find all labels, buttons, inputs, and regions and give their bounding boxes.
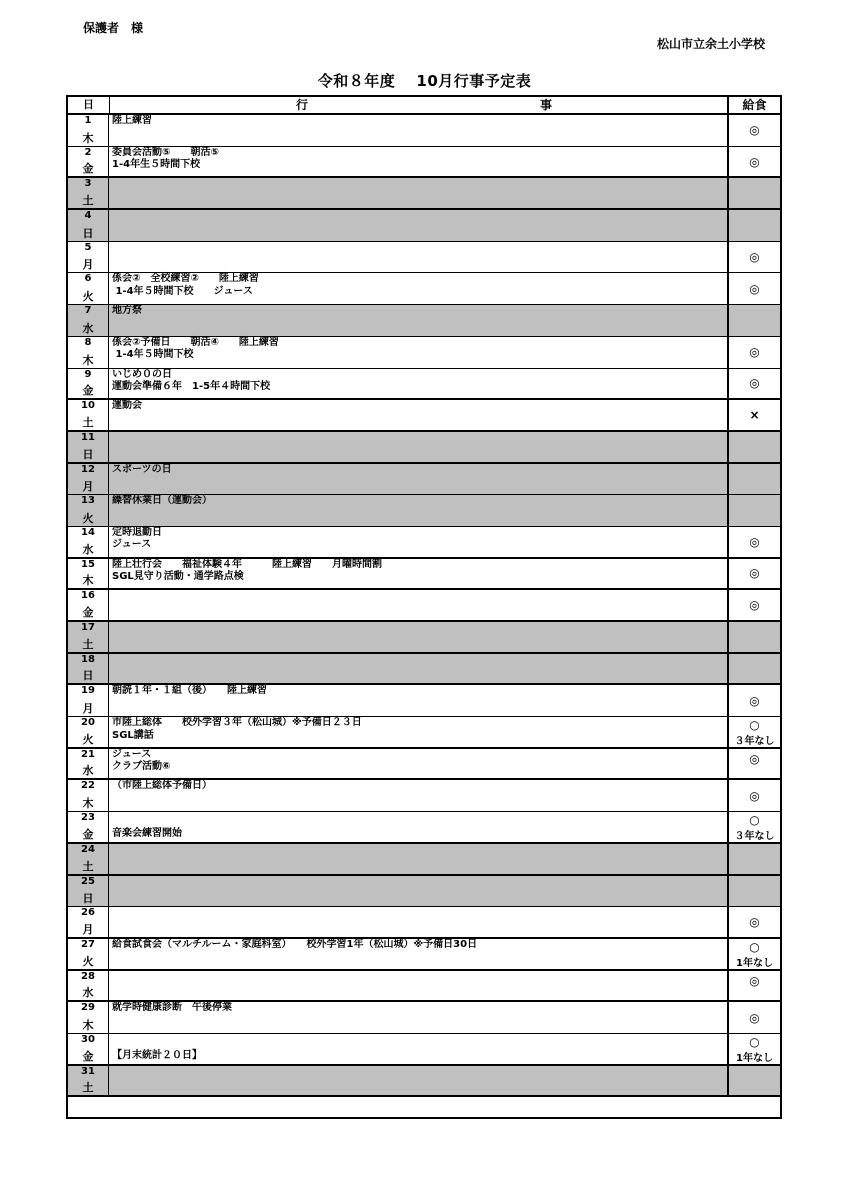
weekday: 月 (82, 480, 94, 494)
events-cell (109, 178, 729, 208)
day-number: 20 (81, 717, 95, 729)
events-cell (109, 115, 729, 146)
day-number: 12 (81, 463, 95, 475)
table-row (68, 685, 780, 717)
day-cell (68, 242, 109, 273)
lunch-cell (729, 495, 780, 526)
table-row (68, 559, 780, 591)
events-cell (109, 242, 729, 273)
lunch-mark: ○ (749, 939, 760, 954)
lunch-mark: ◎ (749, 598, 760, 613)
day-cell (68, 495, 109, 526)
header-events (110, 97, 729, 113)
event-line: （市陸上総体予備日） (112, 780, 212, 792)
table-row (68, 1034, 780, 1066)
events-cell (109, 844, 729, 874)
lunch-cell (729, 685, 780, 716)
table-row (68, 147, 780, 179)
table-row (68, 337, 780, 369)
event-line: SGL見守り活動・通学路点検 (112, 571, 244, 583)
event-line: スポーツの日 (112, 463, 172, 475)
event-line: 給食試食会（マルチルーム・家庭科室） 校外学習1年（松山城）※予備日30日 (112, 938, 478, 950)
day-number: 6 (84, 273, 92, 285)
school-name: 松山市立余土小学校 (656, 37, 765, 51)
weekday: 木 (82, 797, 94, 811)
event-line: 1-4年５時間下校 ジュース (112, 285, 253, 297)
weekday: 土 (82, 637, 94, 651)
day-number: 23 (81, 812, 95, 824)
day-number: 29 (81, 1002, 95, 1014)
day-number: 9 (84, 368, 92, 380)
lunch-cell (729, 717, 780, 747)
day-number: 22 (81, 780, 95, 792)
table-footer-row (68, 1097, 780, 1117)
weekday: 金 (82, 1049, 94, 1063)
lunch-cell (729, 622, 780, 652)
lunch-mark: × (749, 408, 760, 423)
schedule-table (66, 95, 782, 1119)
event-line: 係会②予備日 朝活④ 陸上練習 (112, 336, 279, 348)
table-row (68, 273, 780, 305)
lunch-mark: ◎ (749, 915, 760, 930)
weekday: 土 (82, 1081, 94, 1095)
day-cell (68, 971, 109, 1001)
lunch-cell (729, 780, 780, 811)
event-line: 地方祭 (112, 305, 142, 317)
lunch-cell (729, 559, 780, 589)
events-cell (109, 305, 729, 336)
events-cell (109, 559, 729, 589)
weekday: 火 (82, 290, 94, 304)
day-cell (68, 812, 109, 842)
header-lunch: 給食 (742, 98, 767, 112)
weekday: 日 (82, 447, 94, 461)
addressee: 保護者 様 (83, 21, 144, 35)
event-line: 係会② 全校練習② 陸上練習 (112, 273, 259, 285)
lunch-note: ３年なし (734, 736, 775, 748)
event-line: 1-4年生５時間下校 (112, 159, 201, 171)
weekday: 火 (82, 732, 94, 746)
day-number: 7 (84, 305, 92, 317)
lunch-mark: ○ (749, 718, 760, 733)
weekday: 木 (82, 1018, 94, 1032)
day-cell (68, 273, 109, 304)
weekday: 水 (82, 764, 94, 778)
lunch-mark: ◎ (749, 250, 760, 265)
events-cell (109, 210, 729, 241)
table-row (68, 717, 780, 749)
lunch-cell (729, 939, 780, 969)
table-row (68, 812, 780, 844)
events-cell (109, 685, 729, 716)
table-row (68, 622, 780, 654)
weekday: 日 (82, 892, 94, 906)
lunch-mark: ○ (749, 813, 760, 828)
day-cell (68, 305, 109, 336)
weekday: 金 (82, 606, 94, 619)
lunch-cell (729, 115, 780, 146)
day-number: 14 (81, 526, 95, 538)
event-line: 音楽会練習開始 (112, 828, 182, 840)
lunch-cell (729, 971, 780, 1001)
lunch-cell (729, 844, 780, 874)
events-cell (109, 337, 729, 368)
lunch-cell (729, 527, 780, 557)
events-cell (109, 1034, 729, 1064)
weekday: 日 (82, 226, 94, 240)
day-number: 8 (84, 336, 92, 348)
weekday: 木 (82, 353, 94, 367)
day-cell (68, 464, 109, 495)
event-line: 1-4年５時間下校 (112, 349, 194, 361)
day-number: 1 (84, 115, 92, 126)
event-line: いじめ０の日 (112, 368, 172, 380)
weekday: 火 (82, 511, 94, 525)
table-row (68, 971, 780, 1003)
day-cell (68, 622, 109, 652)
event-line: 陸上壮行会 福祉体験４年 陸上練習 月曜時間割 (112, 558, 382, 570)
table-row (68, 242, 780, 274)
day-number: 2 (84, 146, 92, 158)
event-line: 就学時健康診断 午後停業 (112, 1002, 232, 1014)
lunch-cell (729, 147, 780, 177)
day-cell (68, 1066, 109, 1096)
lunch-cell (729, 464, 780, 495)
day-cell (68, 178, 109, 208)
lunch-cell (729, 812, 780, 842)
day-number: 11 (81, 431, 95, 443)
day-number: 4 (84, 210, 92, 222)
day-cell (68, 844, 109, 874)
day-cell (68, 654, 109, 684)
lunch-mark: ◎ (749, 123, 760, 138)
weekday: 水 (82, 321, 94, 335)
day-cell (68, 559, 109, 589)
weekday: 土 (82, 415, 94, 429)
day-cell (68, 210, 109, 241)
day-number: 27 (81, 938, 95, 950)
weekday: 水 (82, 986, 94, 1000)
lunch-cell (729, 654, 780, 684)
lunch-cell (729, 1066, 780, 1096)
lunch-cell (729, 907, 780, 937)
lunch-cell (729, 749, 780, 779)
header-events-right: 事 (540, 98, 553, 112)
lunch-cell (729, 369, 780, 399)
table-row (68, 590, 780, 622)
table-body (68, 115, 780, 1097)
day-cell (68, 939, 109, 969)
events-cell (109, 495, 729, 526)
table-row (68, 1002, 780, 1034)
lunch-cell (729, 210, 780, 241)
table-row (68, 210, 780, 242)
event-line: 運動会 (112, 400, 142, 412)
lunch-mark: ◎ (749, 281, 760, 296)
day-cell (68, 115, 109, 146)
day-cell (68, 780, 109, 811)
lunch-cell (729, 400, 780, 430)
lunch-note: 1年なし (736, 957, 773, 969)
day-number: 17 (81, 622, 95, 633)
event-line: 繰替休業日（運動会） (112, 495, 212, 507)
day-cell (68, 369, 109, 399)
page-title: 令和８年度 10月行事予定表 (317, 72, 532, 90)
day-number: 26 (81, 907, 95, 919)
event-line: クラブ活動⑥ (112, 761, 171, 773)
events-cell (109, 400, 729, 430)
day-cell (68, 527, 109, 557)
events-cell (109, 717, 729, 747)
weekday: 木 (82, 574, 94, 588)
events-cell (109, 939, 729, 969)
lunch-mark: ◎ (749, 376, 760, 391)
lunch-cell (729, 178, 780, 208)
day-number: 19 (81, 685, 95, 697)
table-row (68, 305, 780, 337)
table-row (68, 495, 780, 527)
header-day: 日 (68, 97, 110, 113)
table-row (68, 876, 780, 908)
event-line: 定時退勤日 (112, 526, 162, 538)
day-cell (68, 432, 109, 462)
lunch-mark: ◎ (749, 566, 760, 581)
lunch-mark: ◎ (749, 154, 760, 169)
table-row (68, 115, 780, 147)
weekday: 金 (82, 384, 94, 398)
event-line: 【月末統計２０日】 (112, 1050, 202, 1062)
day-number: 25 (81, 875, 95, 887)
weekday: 火 (82, 954, 94, 968)
table-row (68, 939, 780, 971)
lunch-mark: ◎ (749, 345, 760, 360)
lunch-mark: ◎ (749, 973, 760, 988)
day-number: 18 (81, 653, 95, 665)
events-cell (109, 876, 729, 907)
table-row (68, 400, 780, 432)
event-line: 委員会活動⑤ 朝活⑤ (112, 146, 219, 158)
day-number: 3 (84, 178, 92, 190)
lunch-cell (729, 242, 780, 273)
header-events-left: 行 (296, 98, 309, 112)
table-row (68, 432, 780, 464)
lunch-cell (729, 305, 780, 336)
day-number: 13 (81, 495, 95, 507)
lunch-cell (729, 1034, 780, 1064)
table-row (68, 527, 780, 559)
lunch-cell (729, 1002, 780, 1033)
weekday: 金 (82, 162, 94, 176)
weekday: 木 (82, 131, 94, 145)
events-cell (109, 527, 729, 557)
weekday: 日 (82, 669, 94, 683)
events-cell (109, 971, 729, 1001)
day-cell (68, 147, 109, 177)
table-row (68, 464, 780, 496)
events-cell (109, 432, 729, 462)
day-cell (68, 337, 109, 368)
weekday: 土 (82, 859, 94, 873)
day-number: 24 (81, 843, 95, 855)
events-cell (109, 1002, 729, 1033)
weekday: 月 (82, 922, 94, 936)
lunch-cell (729, 432, 780, 462)
event-line: 陸上練習 (112, 115, 152, 126)
events-cell (109, 907, 729, 937)
table-header (68, 97, 780, 115)
day-number: 16 (81, 590, 95, 602)
day-cell (68, 749, 109, 779)
events-cell (109, 622, 729, 652)
day-number: 30 (81, 1033, 95, 1045)
lunch-mark: ◎ (749, 751, 760, 766)
day-cell (68, 907, 109, 937)
lunch-cell (729, 590, 780, 620)
day-number: 10 (81, 400, 95, 412)
day-number: 28 (81, 970, 95, 982)
table-row (68, 844, 780, 876)
events-cell (109, 147, 729, 177)
events-cell (109, 464, 729, 495)
day-cell (68, 1034, 109, 1064)
day-cell (68, 717, 109, 747)
table-row (68, 178, 780, 210)
event-line: ジュース (112, 748, 152, 760)
lunch-cell (729, 337, 780, 368)
events-cell (109, 654, 729, 684)
events-cell (109, 749, 729, 779)
day-number: 31 (81, 1065, 95, 1077)
table-row (68, 907, 780, 939)
event-line: 市陸上総体 校外学習３年（松山城）※予備日２３日 (112, 717, 362, 729)
event-line: ジュース (112, 539, 152, 551)
lunch-note: 1年なし (736, 1052, 773, 1064)
day-number: 5 (84, 241, 92, 253)
lunch-mark: ○ (749, 1034, 760, 1049)
events-cell (109, 812, 729, 842)
event-line: 朝読１年・１組（後） 陸上練習 (112, 685, 267, 697)
day-cell (68, 685, 109, 716)
table-row (68, 369, 780, 401)
lunch-cell (729, 273, 780, 304)
lunch-mark: ◎ (749, 788, 760, 803)
lunch-mark: ◎ (749, 1010, 760, 1025)
lunch-cell (729, 876, 780, 907)
lunch-mark: ◎ (749, 534, 760, 549)
table-row (68, 780, 780, 812)
weekday: 金 (82, 827, 94, 841)
event-line: 運動会準備６年 1-5年４時間下校 (112, 381, 271, 392)
weekday: 月 (82, 702, 94, 716)
weekday: 土 (82, 194, 94, 208)
lunch-note: ３年なし (734, 831, 775, 843)
table-row (68, 654, 780, 686)
table-row (68, 749, 780, 781)
day-cell (68, 400, 109, 430)
events-cell (109, 369, 729, 399)
event-line: SGL講話 (112, 729, 154, 741)
events-cell (109, 590, 729, 620)
day-number: 21 (81, 748, 95, 760)
events-cell (109, 1066, 729, 1096)
weekday: 月 (82, 258, 94, 272)
day-cell (68, 590, 109, 620)
table-row (68, 1066, 780, 1098)
weekday: 水 (82, 542, 94, 556)
events-cell (109, 780, 729, 811)
lunch-mark: ◎ (749, 693, 760, 708)
day-cell (68, 876, 109, 907)
events-cell (109, 273, 729, 304)
day-cell (68, 1002, 109, 1033)
day-number: 15 (81, 558, 95, 570)
